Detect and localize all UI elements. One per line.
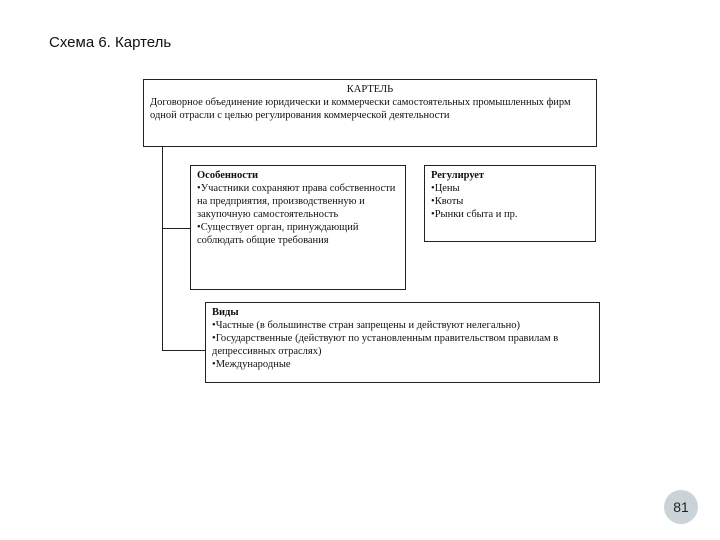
features-heading: Особенности bbox=[197, 170, 259, 181]
cartel-definition-box bbox=[143, 79, 597, 147]
features-box bbox=[190, 165, 406, 290]
features-item: • Участники сохраняют права собственности на предприятия, производственную и закупочную самостоятельность bbox=[197, 182, 399, 221]
types-item: • Государственные (действуют по установленным правительством правилам в депрессивных отраслях) bbox=[212, 332, 593, 358]
slide-title: Схема 6. Картель bbox=[49, 34, 172, 51]
regulates-heading: Регулирует bbox=[431, 170, 485, 181]
features-item: • Существует орган, принуждающий соблюдать общие требования bbox=[197, 221, 399, 247]
regulates-box bbox=[424, 165, 596, 242]
regulates-item: • Квоты bbox=[431, 195, 589, 208]
connector-vertical bbox=[162, 147, 163, 351]
regulates-item: • Цены bbox=[431, 182, 589, 195]
types-box bbox=[205, 302, 600, 383]
types-item: • Международные bbox=[212, 358, 593, 371]
cartel-definition: Договорное объединение юридически и коммерчески самостоятельных промышленных фирм одной отрасли с целью регулирования коммерческой деятельности bbox=[150, 97, 571, 121]
cartel-heading: КАРТЕЛЬ bbox=[346, 84, 394, 95]
page-number: 81 bbox=[664, 490, 698, 524]
regulates-item: • Рынки сбыта и пр. bbox=[431, 208, 589, 221]
connector-features bbox=[162, 228, 190, 229]
types-item: • Частные (в большинстве стран запрещены и действуют нелегально) bbox=[212, 319, 593, 332]
connector-types bbox=[162, 350, 205, 351]
types-heading: Виды bbox=[212, 307, 239, 318]
